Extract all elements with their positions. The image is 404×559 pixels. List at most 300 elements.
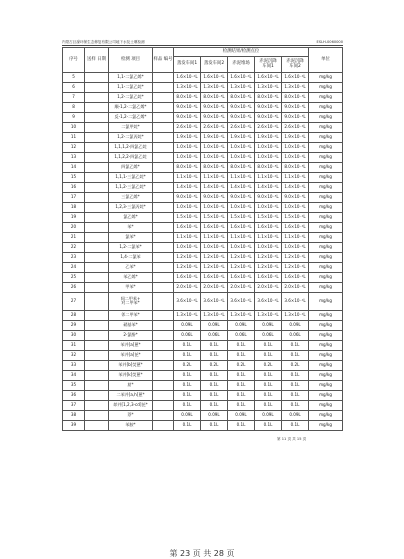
cell-value-point-5: 1.5×10⁻²L [282, 213, 309, 223]
cell-value-point-4: 1.3×10⁻²L [255, 83, 282, 93]
cell-value-point-4: 1.5×10⁻²L [255, 213, 282, 223]
cell-sample-no [153, 380, 174, 390]
cell-sample-no [153, 320, 174, 330]
cell-value-point-2: 0.06L [201, 330, 228, 340]
cell-value-point-5: 1.9×10⁻²L [282, 133, 309, 143]
cell-value-point-4: 9.0×10⁻³L [255, 103, 282, 113]
cell-value-point-1: 1.3×10⁻²L [174, 83, 201, 93]
cell-value-point-1: 0.09L [174, 320, 201, 330]
cell-sample-date [85, 113, 109, 123]
col-header-sample-no: 样品 编号 [153, 48, 174, 73]
table-row [63, 113, 343, 123]
cell-sample-no [153, 310, 174, 320]
cell-item: 甲苯* [109, 283, 153, 293]
cell-value-point-4: 0.1L [255, 400, 282, 410]
cell-sample-date [85, 93, 109, 103]
cell-value-point-5: 9.0×10⁻³L [282, 193, 309, 203]
col-header-point-3: 赤泥堆场 [228, 57, 255, 73]
table-row [63, 293, 343, 311]
cell-sample-no [153, 143, 174, 153]
cell-sample-date [85, 350, 109, 360]
cell-value-point-1: 1.2×10⁻²L [174, 253, 201, 263]
table-row [63, 410, 343, 420]
cell-sample-date [85, 123, 109, 133]
cell-seq: 18 [63, 203, 85, 213]
cell-unit: mg/kg [309, 253, 343, 263]
cell-item: 萘* [109, 410, 153, 420]
cell-value-point-2: 0.1L [201, 400, 228, 410]
col-header-seq: 序号 [63, 48, 85, 73]
cell-seq: 25 [63, 273, 85, 283]
cell-value-point-2: 0.09L [201, 410, 228, 420]
cell-unit: mg/kg [309, 123, 343, 133]
cell-sample-date [85, 153, 109, 163]
cell-unit: mg/kg [309, 380, 343, 390]
cell-sample-date [85, 193, 109, 203]
cell-value-point-1: 1.3×10⁻²L [174, 310, 201, 320]
cell-value-point-3: 0.1L [228, 380, 255, 390]
cell-sample-date [85, 330, 109, 340]
cell-seq: 14 [63, 163, 85, 173]
table-row [63, 183, 343, 193]
cell-seq: 7 [63, 93, 85, 103]
cell-value-point-5: 9.0×10⁻³L [282, 103, 309, 113]
cell-sample-date [85, 283, 109, 293]
cell-value-point-3: 2.0×10⁻²L [228, 283, 255, 293]
cell-value-point-3: 9.0×10⁻³L [228, 103, 255, 113]
cell-seq: 11 [63, 133, 85, 143]
cell-value-point-2: 1.1×10⁻²L [201, 173, 228, 183]
cell-value-point-3: 1.0×10⁻²L [228, 143, 255, 153]
cell-sample-no [153, 233, 174, 243]
table-row [63, 213, 343, 223]
cell-value-point-2: 2.0×10⁻²L [201, 283, 228, 293]
cell-value-point-5: 1.2×10⁻²L [282, 263, 309, 273]
cell-value-point-3: 0.09L [228, 320, 255, 330]
cell-seq: 15 [63, 173, 85, 183]
cell-value-point-4: 1.1×10⁻²L [255, 233, 282, 243]
col-header-sample-date: 送样 日期 [85, 48, 109, 73]
cell-item: 邻二甲苯* [109, 310, 153, 320]
table-row [63, 153, 343, 163]
cell-value-point-2: 1.5×10⁻²L [201, 213, 228, 223]
cell-value-point-4: 0.1L [255, 350, 282, 360]
cell-value-point-4: 1.6×10⁻²L [255, 223, 282, 233]
cell-value-point-5: 1.4×10⁻²L [282, 183, 309, 193]
cell-item: 三氯乙烯* [109, 193, 153, 203]
cell-value-point-3: 0.06L [228, 330, 255, 340]
cell-item: 苯并[k]荧蒽* [109, 370, 153, 380]
table-row [63, 370, 343, 380]
cell-value-point-2: 8.0×10⁻³L [201, 93, 228, 103]
cell-value-point-2: 0.1L [201, 370, 228, 380]
cell-seq: 16 [63, 183, 85, 193]
cell-value-point-2: 1.3×10⁻²L [201, 310, 228, 320]
cell-item: 乙苯* [109, 263, 153, 273]
cell-seq: 5 [63, 73, 85, 83]
table-row [63, 273, 343, 283]
cell-sample-no [153, 283, 174, 293]
cell-value-point-5: 0.1L [282, 400, 309, 410]
cell-sample-no [153, 420, 174, 430]
cell-value-point-1: 1.2×10⁻²L [174, 263, 201, 273]
cell-value-point-3: 1.2×10⁻²L [228, 263, 255, 273]
page-note: 第 11 页 共 15 页 [277, 437, 307, 441]
cell-unit: mg/kg [309, 93, 343, 103]
cell-value-point-5: 8.0×10⁻³L [282, 93, 309, 103]
cell-seq: 17 [63, 193, 85, 203]
cell-sample-date [85, 133, 109, 143]
cell-value-point-2: 8.0×10⁻³L [201, 163, 228, 173]
cell-item: 苯并[b]荧蒽* [109, 360, 153, 370]
cell-seq: 10 [63, 123, 85, 133]
cell-value-point-3: 0.1L [228, 420, 255, 430]
cell-value-point-3: 0.1L [228, 400, 255, 410]
cell-sample-date [85, 253, 109, 263]
cell-sample-no [153, 350, 174, 360]
cell-unit: mg/kg [309, 410, 343, 420]
cell-value-point-4: 0.1L [255, 380, 282, 390]
cell-unit: mg/kg [309, 163, 343, 173]
table-row [63, 223, 343, 233]
cell-value-point-4: 1.0×10⁻²L [255, 203, 282, 213]
cell-value-point-3: 1.5×10⁻²L [228, 213, 255, 223]
cell-sample-no [153, 253, 174, 263]
cell-sample-no [153, 263, 174, 273]
cell-unit: mg/kg [309, 233, 343, 243]
cell-unit: mg/kg [309, 390, 343, 400]
col-header-point-1: 蒸发车间1 [174, 57, 201, 73]
report-header-company: 内蒙古巨濠环保生态修复有限公司地下水及土壤检测 [62, 40, 145, 44]
cell-value-point-1: 0.1L [174, 370, 201, 380]
cell-value-point-5: 0.1L [282, 390, 309, 400]
cell-item: 1,2-二氯乙烷* [109, 93, 153, 103]
cell-value-point-1: 0.1L [174, 380, 201, 390]
cell-sample-date [85, 390, 109, 400]
cell-value-point-1: 1.6×10⁻²L [174, 273, 201, 283]
cell-value-point-2: 1.3×10⁻²L [201, 83, 228, 93]
cell-value-point-4: 2.0×10⁻²L [255, 283, 282, 293]
cell-unit: mg/kg [309, 223, 343, 233]
cell-value-point-1: 0.2L [174, 360, 201, 370]
cell-value-point-5: 1.0×10⁻²L [282, 143, 309, 153]
cell-value-point-1: 8.0×10⁻³L [174, 163, 201, 173]
table-row [63, 320, 343, 330]
cell-value-point-4: 2.6×10⁻²L [255, 123, 282, 133]
cell-seq: 23 [63, 253, 85, 263]
cell-item: 1,1,1,2-四氯乙烷 [109, 143, 153, 153]
cell-value-point-2: 1.6×10⁻²L [201, 73, 228, 83]
cell-value-point-5: 1.2×10⁻²L [282, 253, 309, 263]
cell-value-point-5: 1.6×10⁻²L [282, 223, 309, 233]
cell-value-point-1: 9.0×10⁻³L [174, 113, 201, 123]
cell-seq: 21 [63, 233, 85, 243]
cell-value-point-1: 3.6×10⁻²L [174, 293, 201, 311]
cell-value-point-4: 8.0×10⁻³L [255, 163, 282, 173]
cell-sample-date [85, 263, 109, 273]
cell-seq: 36 [63, 390, 85, 400]
cell-value-point-1: 1.4×10⁻²L [174, 183, 201, 193]
cell-value-point-3: 1.9×10⁻²L [228, 133, 255, 143]
cell-seq: 34 [63, 370, 85, 380]
cell-seq: 35 [63, 380, 85, 390]
cell-value-point-1: 8.0×10⁻³L [174, 93, 201, 103]
cell-value-point-1: 0.09L [174, 410, 201, 420]
cell-value-point-5: 1.0×10⁻²L [282, 203, 309, 213]
cell-value-point-4: 1.4×10⁻²L [255, 183, 282, 193]
cell-value-point-2: 1.0×10⁻²L [201, 153, 228, 163]
cell-value-point-3: 1.6×10⁻²L [228, 223, 255, 233]
cell-sample-no [153, 223, 174, 233]
cell-sample-date [85, 340, 109, 350]
col-header-point-2: 蒸发车间2 [201, 57, 228, 73]
cell-seq: 39 [63, 420, 85, 430]
table-row [63, 123, 343, 133]
cell-value-point-2: 1.0×10⁻²L [201, 243, 228, 253]
cell-value-point-3: 0.2L [228, 360, 255, 370]
cell-unit: mg/kg [309, 243, 343, 253]
cell-sample-date [85, 203, 109, 213]
cell-value-point-1: 9.0×10⁻³L [174, 103, 201, 113]
cell-value-point-2: 1.2×10⁻²L [201, 253, 228, 263]
cell-value-point-5: 3.6×10⁻²L [282, 293, 309, 311]
cell-value-point-1: 9.0×10⁻³L [174, 193, 201, 203]
cell-unit: mg/kg [309, 153, 343, 163]
cell-unit: mg/kg [309, 370, 343, 380]
cell-sample-no [153, 153, 174, 163]
table-row [63, 263, 343, 273]
cell-sample-no [153, 103, 174, 113]
cell-item: 1,1-二氯乙烯* [109, 73, 153, 83]
cell-sample-no [153, 123, 174, 133]
col-header-results-group: 检测结果/检测点位 [174, 48, 309, 57]
cell-value-point-2: 9.0×10⁻³L [201, 113, 228, 123]
cell-value-point-5: 1.6×10⁻²L [282, 73, 309, 83]
cell-sample-date [85, 73, 109, 83]
cell-value-point-4: 0.06L [255, 330, 282, 340]
cell-unit: mg/kg [309, 420, 343, 430]
cell-value-point-2: 0.1L [201, 340, 228, 350]
cell-seq: 37 [63, 400, 85, 410]
cell-unit: mg/kg [309, 320, 343, 330]
cell-value-point-5: 0.06L [282, 330, 309, 340]
cell-unit: mg/kg [309, 183, 343, 193]
cell-value-point-3: 1.0×10⁻²L [228, 203, 255, 213]
cell-value-point-4: 1.3×10⁻²L [255, 310, 282, 320]
cell-item: 硝基苯* [109, 320, 153, 330]
cell-value-point-3: 1.2×10⁻²L [228, 253, 255, 263]
cell-value-point-2: 0.2L [201, 360, 228, 370]
cell-value-point-3: 8.0×10⁻³L [228, 93, 255, 103]
cell-sample-no [153, 360, 174, 370]
table-row [63, 380, 343, 390]
cell-value-point-1: 1.0×10⁻²L [174, 143, 201, 153]
table-row [63, 163, 343, 173]
cell-value-point-3: 1.1×10⁻²L [228, 233, 255, 243]
cell-value-point-4: 1.0×10⁻²L [255, 143, 282, 153]
cell-value-point-4: 1.6×10⁻²L [255, 273, 282, 283]
cell-value-point-4: 0.1L [255, 390, 282, 400]
cell-value-point-2: 1.0×10⁻²L [201, 143, 228, 153]
cell-value-point-1: 0.1L [174, 400, 201, 410]
col-header-unit: 单位 [309, 48, 343, 73]
cell-value-point-3: 1.6×10⁻²L [228, 273, 255, 283]
cell-value-point-2: 1.2×10⁻²L [201, 263, 228, 273]
cell-value-point-4: 0.09L [255, 320, 282, 330]
cell-unit: mg/kg [309, 103, 343, 113]
table-row [63, 83, 343, 93]
cell-seq: 28 [63, 310, 85, 320]
cell-value-point-1: 1.6×10⁻²L [174, 73, 201, 83]
cell-sample-date [85, 370, 109, 380]
cell-value-point-5: 0.09L [282, 320, 309, 330]
cell-value-point-5: 0.2L [282, 360, 309, 370]
cell-value-point-4: 8.0×10⁻³L [255, 93, 282, 103]
cell-unit: mg/kg [309, 133, 343, 143]
cell-sample-date [85, 103, 109, 113]
cell-sample-date [85, 243, 109, 253]
cell-value-point-2: 0.1L [201, 380, 228, 390]
table-row [63, 203, 343, 213]
cell-value-point-4: 9.0×10⁻³L [255, 113, 282, 123]
table-row [63, 360, 343, 370]
cell-seq: 30 [63, 330, 85, 340]
cell-item: 二氯甲烷* [109, 123, 153, 133]
cell-value-point-4: 0.1L [255, 420, 282, 430]
cell-item: 䓛* [109, 380, 153, 390]
cell-value-point-1: 0.1L [174, 420, 201, 430]
cell-value-point-4: 1.2×10⁻²L [255, 253, 282, 263]
cell-value-point-3: 3.6×10⁻²L [228, 293, 255, 311]
cell-seq: 31 [63, 340, 85, 350]
cell-seq: 29 [63, 320, 85, 330]
cell-item: 2-氯酚* [109, 330, 153, 340]
cell-item: 1,1-二氯乙烷* [109, 83, 153, 93]
cell-sample-date [85, 380, 109, 390]
cell-sample-no [153, 173, 174, 183]
cell-sample-no [153, 213, 174, 223]
cell-sample-date [85, 183, 109, 193]
cell-seq: 32 [63, 350, 85, 360]
cell-item: 1,2,3-三氯丙烷* [109, 203, 153, 213]
cell-value-point-1: 0.1L [174, 390, 201, 400]
cell-value-point-4: 0.09L [255, 410, 282, 420]
table-row [63, 143, 343, 153]
cell-value-point-4: 1.0×10⁻²L [255, 243, 282, 253]
cell-sample-no [153, 273, 174, 283]
cell-value-point-2: 2.6×10⁻²L [201, 123, 228, 133]
cell-value-point-4: 9.0×10⁻³L [255, 193, 282, 203]
cell-sample-no [153, 93, 174, 103]
cell-value-point-5: 0.09L [282, 410, 309, 420]
cell-value-point-5: 2.6×10⁻²L [282, 123, 309, 133]
cell-unit: mg/kg [309, 400, 343, 410]
cell-sample-no [153, 73, 174, 83]
cell-value-point-5: 0.1L [282, 340, 309, 350]
cell-value-point-1: 1.1×10⁻²L [174, 233, 201, 243]
cell-unit: mg/kg [309, 113, 343, 123]
cell-item: 二苯并[a,h]蒽* [109, 390, 153, 400]
cell-item: 反-1,2-二氯乙烯* [109, 113, 153, 123]
cell-sample-date [85, 293, 109, 311]
cell-value-point-1: 1.0×10⁻²L [174, 153, 201, 163]
cell-seq: 12 [63, 143, 85, 153]
cell-value-point-4: 1.6×10⁻²L [255, 73, 282, 83]
cell-item: 苯并[a]蒽* [109, 340, 153, 350]
cell-sample-date [85, 223, 109, 233]
cell-sample-no [153, 183, 174, 193]
cell-unit: mg/kg [309, 173, 343, 183]
page-footer: 第 23 页 共 28 页 [169, 549, 235, 558]
cell-sample-no [153, 243, 174, 253]
col-header-point-5: 赤泥沉降 车间2 [282, 57, 309, 73]
cell-value-point-5: 0.1L [282, 420, 309, 430]
cell-value-point-2: 1.6×10⁻²L [201, 273, 228, 283]
cell-value-point-4: 1.0×10⁻²L [255, 153, 282, 163]
cell-value-point-5: 0.1L [282, 350, 309, 360]
cell-value-point-1: 1.9×10⁻²L [174, 133, 201, 143]
table-row [63, 330, 343, 340]
cell-value-point-5: 1.1×10⁻²L [282, 173, 309, 183]
cell-item: 1,2-二氯丙烷* [109, 133, 153, 143]
cell-unit: mg/kg [309, 273, 343, 283]
cell-sample-date [85, 83, 109, 93]
cell-item: 1,1,2-三氯乙烷* [109, 183, 153, 193]
cell-value-point-2: 1.6×10⁻²L [201, 223, 228, 233]
cell-value-point-1: 0.06L [174, 330, 201, 340]
cell-value-point-5: 2.0×10⁻²L [282, 283, 309, 293]
cell-item: 苯乙烯* [109, 273, 153, 283]
cell-sample-date [85, 400, 109, 410]
cell-value-point-2: 9.0×10⁻³L [201, 103, 228, 113]
table-row [63, 340, 343, 350]
table-row [63, 283, 343, 293]
cell-unit: mg/kg [309, 360, 343, 370]
cell-value-point-5: 0.1L [282, 370, 309, 380]
results-table [62, 47, 343, 431]
cell-value-point-1: 0.1L [174, 340, 201, 350]
cell-value-point-3: 2.6×10⁻²L [228, 123, 255, 133]
cell-sample-date [85, 143, 109, 153]
cell-value-point-2: 1.0×10⁻²L [201, 203, 228, 213]
table-row [63, 93, 343, 103]
cell-item: 顺-1,2-二氯乙烯* [109, 103, 153, 113]
table-row [63, 390, 343, 400]
cell-seq: 8 [63, 103, 85, 113]
cell-unit: mg/kg [309, 330, 343, 340]
cell-value-point-5: 9.0×10⁻³L [282, 113, 309, 123]
cell-value-point-5: 8.0×10⁻³L [282, 163, 309, 173]
cell-item: 苯* [109, 223, 153, 233]
cell-sample-no [153, 113, 174, 123]
cell-value-point-2: 1.1×10⁻²L [201, 233, 228, 243]
cell-sample-no [153, 203, 174, 213]
cell-value-point-2: 1.9×10⁻²L [201, 133, 228, 143]
cell-seq: 22 [63, 243, 85, 253]
cell-value-point-5: 1.3×10⁻²L [282, 83, 309, 93]
cell-unit: mg/kg [309, 350, 343, 360]
cell-sample-date [85, 310, 109, 320]
cell-unit: mg/kg [309, 283, 343, 293]
cell-value-point-1: 1.6×10⁻²L [174, 223, 201, 233]
cell-sample-date [85, 163, 109, 173]
cell-value-point-2: 9.0×10⁻³L [201, 193, 228, 203]
cell-sample-date [85, 360, 109, 370]
cell-value-point-5: 1.6×10⁻²L [282, 273, 309, 283]
cell-value-point-3: 0.1L [228, 350, 255, 360]
cell-value-point-1: 1.0×10⁻²L [174, 243, 201, 253]
cell-sample-no [153, 330, 174, 340]
